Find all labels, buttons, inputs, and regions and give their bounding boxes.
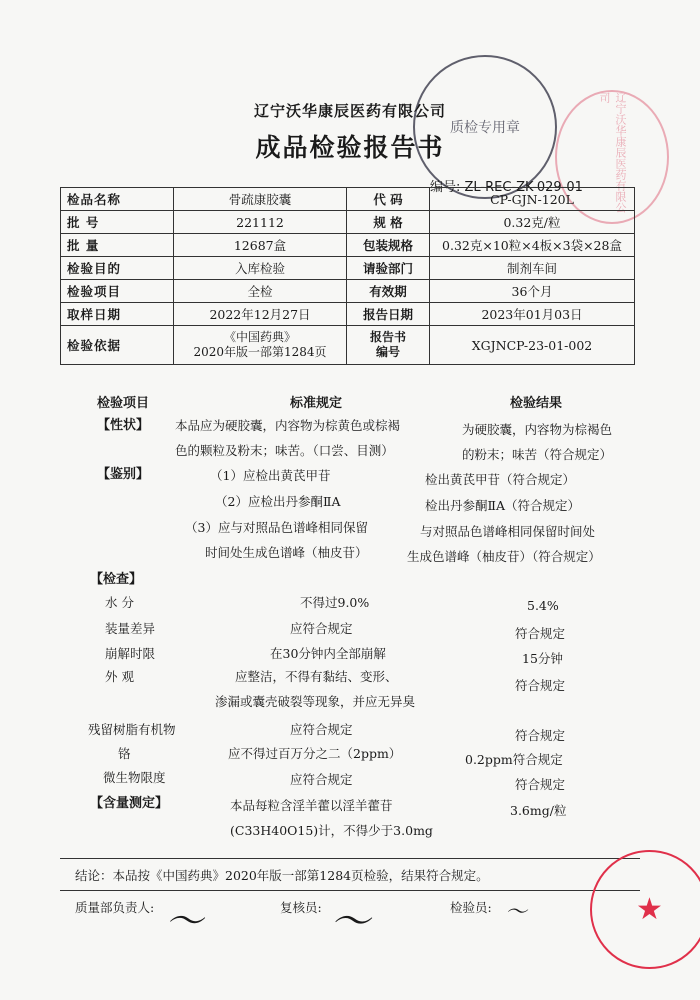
spec-label: 规 格 <box>347 211 430 234</box>
micro-standard: 应符合规定 <box>290 772 353 787</box>
product-label: 检品名称 <box>61 188 174 211</box>
jb-standard-1: （1）应检出黄芪甲苷 <box>210 468 331 483</box>
weight-result: 符合规定 <box>515 626 566 641</box>
purpose-value: 入库检验 <box>174 257 347 280</box>
suzhou-seal-stamp <box>590 850 700 969</box>
star-icon: ★ <box>636 892 663 927</box>
report-no-label: 报告书 编号 <box>347 326 430 365</box>
product-value: 骨疏康胶囊 <box>174 188 347 211</box>
conclusion-text: 结论：本品按《中国药典》2020年版一部第1284页检验，结果符合规定。 <box>75 868 489 883</box>
jb-result-1: 检出黄芪甲苷（符合规定） <box>425 472 576 487</box>
jb-standard-3b: 时间处生成色谱峰（柚皮苷） <box>205 545 368 560</box>
spec-value: 0.32克/粒 <box>430 211 635 234</box>
water-label: 水 分 <box>105 595 134 610</box>
page-title: 成品检验报告书 <box>255 133 445 162</box>
xz-standard-1: 本品应为硬胶囊，内容物为棕黄色或棕褐 <box>175 418 401 433</box>
micro-label: 微生物限度 <box>103 770 166 785</box>
cr-label: 铬 <box>118 746 131 761</box>
document-code: 编号: ZL-REC-ZK-029-01 <box>430 180 583 195</box>
item-value: 全检 <box>174 280 347 303</box>
report-no-value: XGJNCP-23-01-002 <box>430 326 635 365</box>
disint-result: 15分钟 <box>522 651 563 666</box>
xz-result-1: 为硬胶囊，内容物为棕褐色 <box>462 422 613 437</box>
jb-standard-3a: （3）应与对照品色谱峰相同保留 <box>185 520 368 535</box>
weight-standard: 应符合规定 <box>290 621 353 636</box>
micro-result: 符合规定 <box>515 777 566 792</box>
basis-line-2: 2020年版一部第1284页 <box>193 345 327 359</box>
code-label: 代 码 <box>347 188 430 211</box>
resin-result: 符合规定 <box>515 728 566 743</box>
look-standard-1: 应整洁，不得有黏结、变形、 <box>235 669 398 684</box>
water-standard: 不得过9.0% <box>300 595 370 610</box>
section-jiancha: 【检查】 <box>90 572 143 587</box>
look-result: 符合规定 <box>515 678 566 693</box>
jb-result-3b: 生成色谱峰（柚皮苷）（符合规定） <box>407 549 601 564</box>
pack-label: 包装规格 <box>347 234 430 257</box>
cr-standard: 应不得过百万分之二（2ppm） <box>228 746 402 761</box>
section-jianbie: 【鉴别】 <box>97 467 150 482</box>
qa-signature: 〜 <box>165 899 204 943</box>
water-result: 5.4% <box>527 598 559 613</box>
col-header-standard: 标准规定 <box>290 396 343 411</box>
report-date-value: 2023年01月03日 <box>430 303 635 326</box>
disint-standard: 在30分钟内全部崩解 <box>270 646 386 661</box>
quality-seal-stamp: 质检专用章 <box>413 55 557 199</box>
batch-label: 批 号 <box>61 211 174 234</box>
validity-label: 有效期 <box>347 280 430 303</box>
col-header-item: 检验项目 <box>97 396 150 411</box>
section-assay: 【含量测定】 <box>90 796 169 811</box>
xz-standard-2: 色的颗粒及粉末；味苦。（口尝、目测） <box>175 443 394 458</box>
dept-label: 请验部门 <box>347 257 430 280</box>
code-value: CP-GJN-120L <box>430 188 635 211</box>
jb-standard-2: （2）应检出丹参酮ⅡA <box>215 494 341 509</box>
conclusion-divider <box>60 858 640 859</box>
review-signature: 〜 <box>330 899 370 945</box>
company-seal-stamp: 辽宁沃华康辰医药有限公司 <box>555 90 669 224</box>
assay-standard-2: (C33H40O15)计，不得少于3.0mg <box>230 823 433 838</box>
assay-standard-1: 本品每粒含淫羊藿以淫羊藿苷 <box>230 798 393 813</box>
tester-signature: 〜 <box>505 900 528 925</box>
validity-value: 36个月 <box>430 280 635 303</box>
resin-label: 残留树脂有机物 <box>88 722 176 737</box>
cr-result: 0.2ppm符合规定 <box>465 752 563 767</box>
disint-label: 崩解时限 <box>105 646 156 661</box>
company-name: 辽宁沃华康辰医药有限公司 <box>253 102 446 120</box>
col-header-result: 检验结果 <box>510 396 563 411</box>
qty-label: 批 量 <box>61 234 174 257</box>
batch-value: 221112 <box>174 211 347 234</box>
sample-date-value: 2022年12月27日 <box>174 303 347 326</box>
jb-result-3a: 与对照品色谱峰相同保留时间处 <box>420 524 596 539</box>
basis-label: 检验依据 <box>61 326 174 365</box>
xz-result-2: 的粉末；味苦（符合规定） <box>462 447 613 462</box>
pack-value: 0.32克×10粒×4板×3袋×28盒 <box>430 234 635 257</box>
report-date-label: 报告日期 <box>347 303 430 326</box>
look-standard-2: 渗漏或囊壳破裂等现象，并应无异臭 <box>215 694 416 709</box>
dept-value: 制剂车间 <box>430 257 635 280</box>
assay-result: 3.6mg/粒 <box>510 803 567 818</box>
info-table <box>60 187 635 365</box>
qty-value: 12687盒 <box>174 234 347 257</box>
purpose-label: 检验目的 <box>61 257 174 280</box>
weight-label: 装量差异 <box>105 621 156 636</box>
tester-label: 检验员: <box>450 900 492 915</box>
sample-date-label: 取样日期 <box>61 303 174 326</box>
basis-line-1: 《中国药典》 <box>223 330 296 344</box>
resin-standard: 应符合规定 <box>290 722 353 737</box>
review-label: 复核员: <box>280 900 322 915</box>
qa-label: 质量部负责人: <box>75 900 155 915</box>
section-xingzhuang: 【性状】 <box>97 418 150 433</box>
look-label: 外 观 <box>105 669 134 684</box>
jb-result-2: 检出丹参酮ⅡA（符合规定） <box>425 498 581 513</box>
item-label: 检验项目 <box>61 280 174 303</box>
basis-value <box>174 326 347 365</box>
